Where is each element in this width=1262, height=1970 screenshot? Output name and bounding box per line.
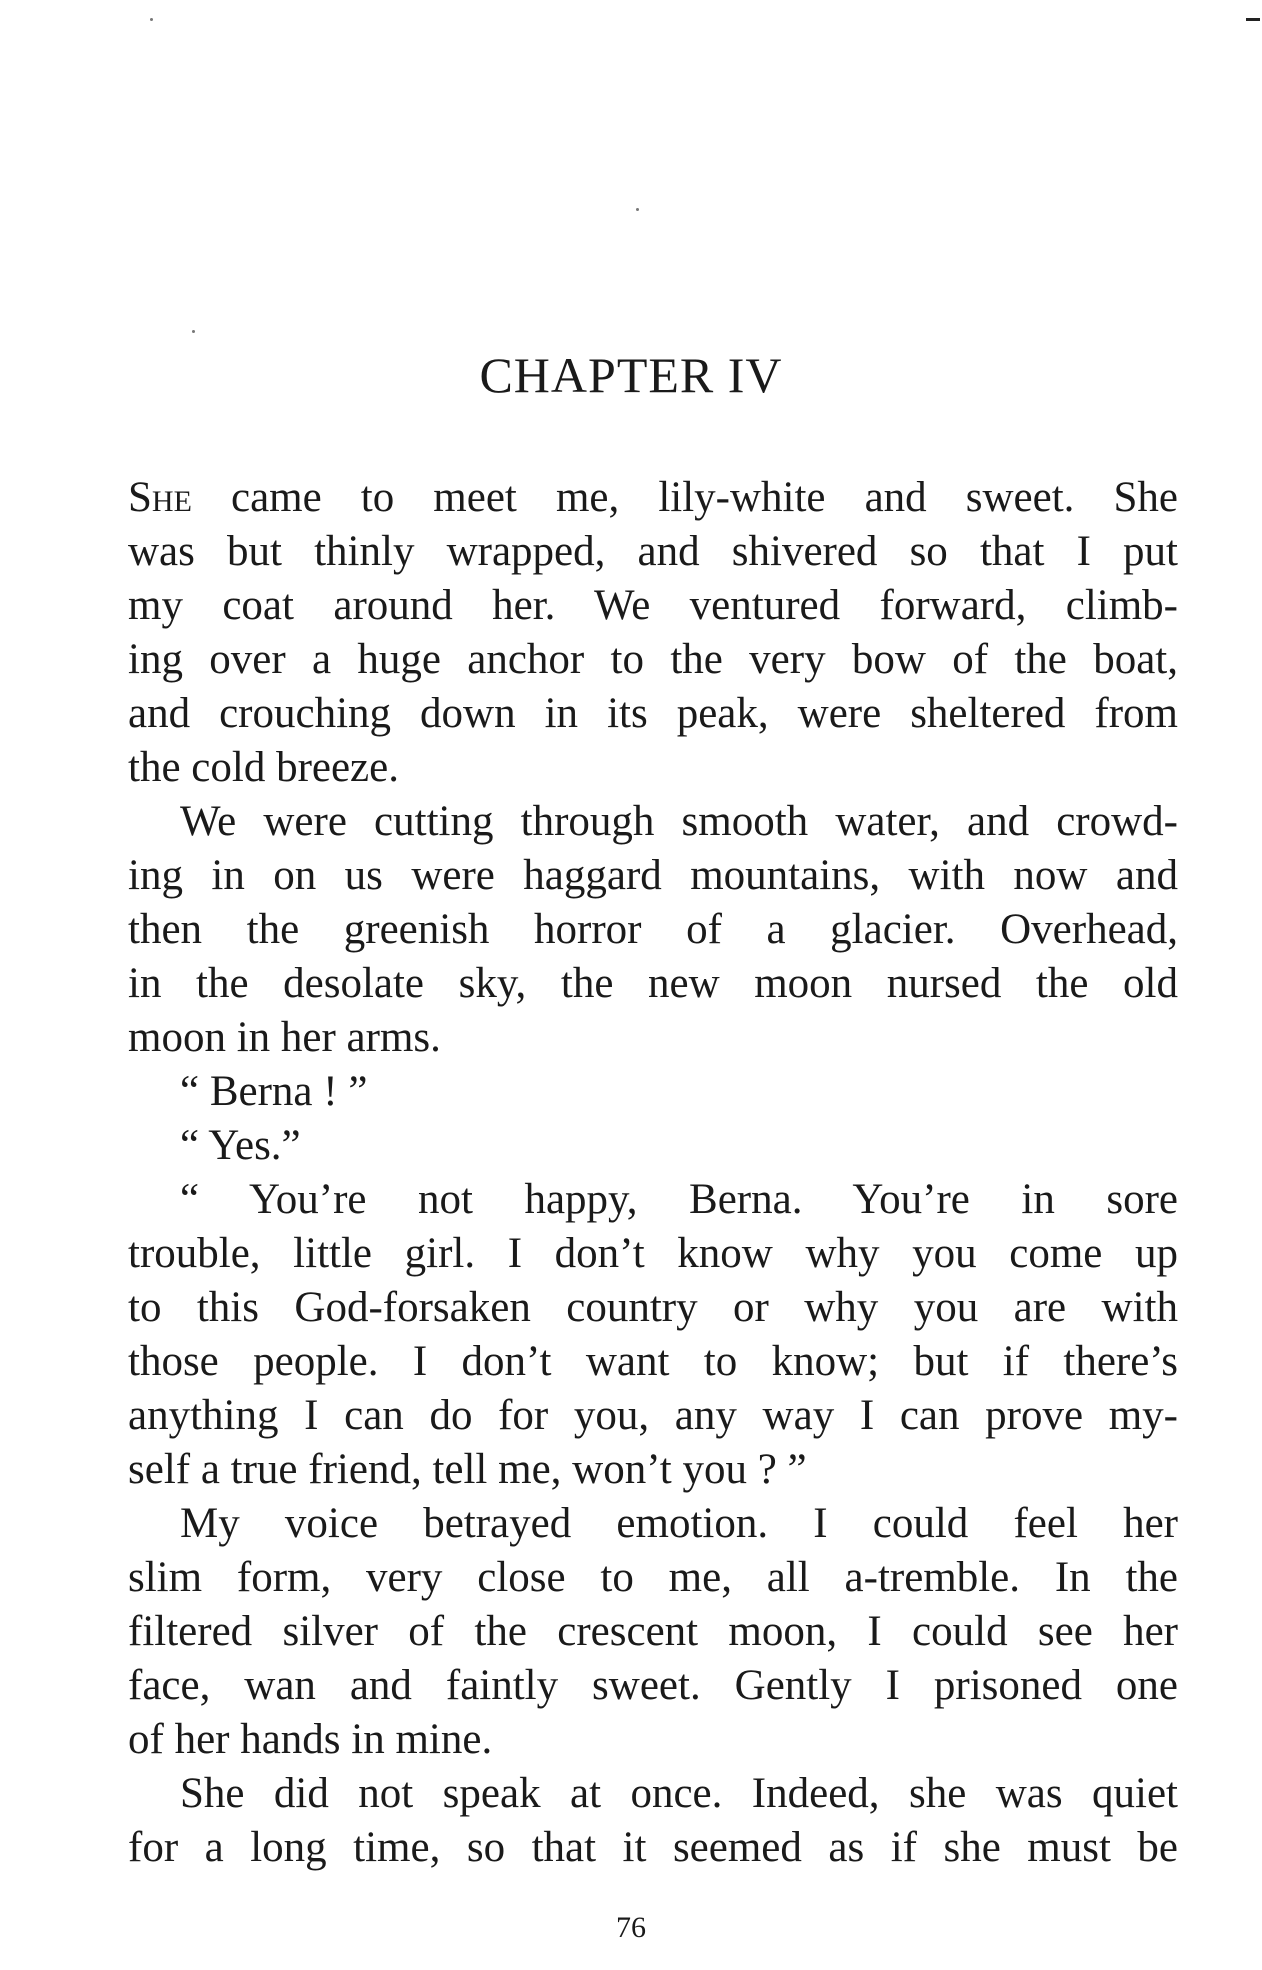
small-caps-opening: She [128, 474, 192, 521]
text-line [128, 470, 1178, 525]
text-line: my coat around her. We ventured forward, climb- [128, 582, 1178, 629]
text-line: was but thinly wrapped, and shivered so that I put [128, 528, 1178, 575]
print-speck [636, 208, 639, 211]
text-line: She did not speak at once. Indeed, she was quiet [180, 1770, 1178, 1817]
text-line: to this God-forsaken country or why you are with [128, 1284, 1178, 1331]
text-line: ing over a huge anchor to the very bow of the boat, [128, 636, 1178, 683]
text-line-rest: came to meet me, lily-white and sweet. She [191, 474, 1178, 521]
text-line: slim form, very close to me, all a-tremble. In the [128, 1554, 1178, 1601]
text-line: moon in her arms. [128, 1014, 441, 1061]
text-line: then the greenish horror of a glacier. Overhead, [128, 906, 1178, 953]
text-line: anything I can do for you, any way I can prove my- [128, 1392, 1178, 1439]
text-line: in the desolate sky, the new moon nursed the old [128, 960, 1178, 1007]
text-line: those people. I don’t want to know; but if there’s [128, 1338, 1178, 1385]
text-line: We were cutting through smooth water, and crowd- [180, 798, 1178, 845]
corner-mark [1246, 18, 1260, 21]
chapter-title: CHAPTER IV [479, 347, 783, 403]
print-speck [150, 18, 153, 21]
text-line: for a long time, so that it seemed as if she must be [128, 1824, 1178, 1871]
text-line: self a true friend, tell me, won’t you ? ” [128, 1446, 807, 1493]
text-line: My voice betrayed emotion. I could feel her [180, 1500, 1178, 1547]
print-speck [192, 330, 195, 333]
text-line: filtered silver of the crescent moon, I could see her [128, 1608, 1178, 1655]
text-line: of her hands in mine. [128, 1716, 493, 1763]
page-number: 76 [616, 1911, 646, 1944]
text-line: “ Yes.” [180, 1122, 301, 1169]
text-line: the cold breeze. [128, 744, 399, 791]
text-line: ing in on us were haggard mountains, with now and [128, 852, 1178, 899]
text-line: and crouching down in its peak, were sheltered from [128, 690, 1178, 737]
text-line: face, wan and faintly sweet. Gently I prisoned one [128, 1662, 1178, 1709]
text-line: “ Berna ! ” [180, 1068, 368, 1115]
text-line: “ You’re not happy, Berna. You’re in sore [180, 1176, 1178, 1223]
text-line: trouble, little girl. I don’t know why you come up [128, 1230, 1178, 1277]
